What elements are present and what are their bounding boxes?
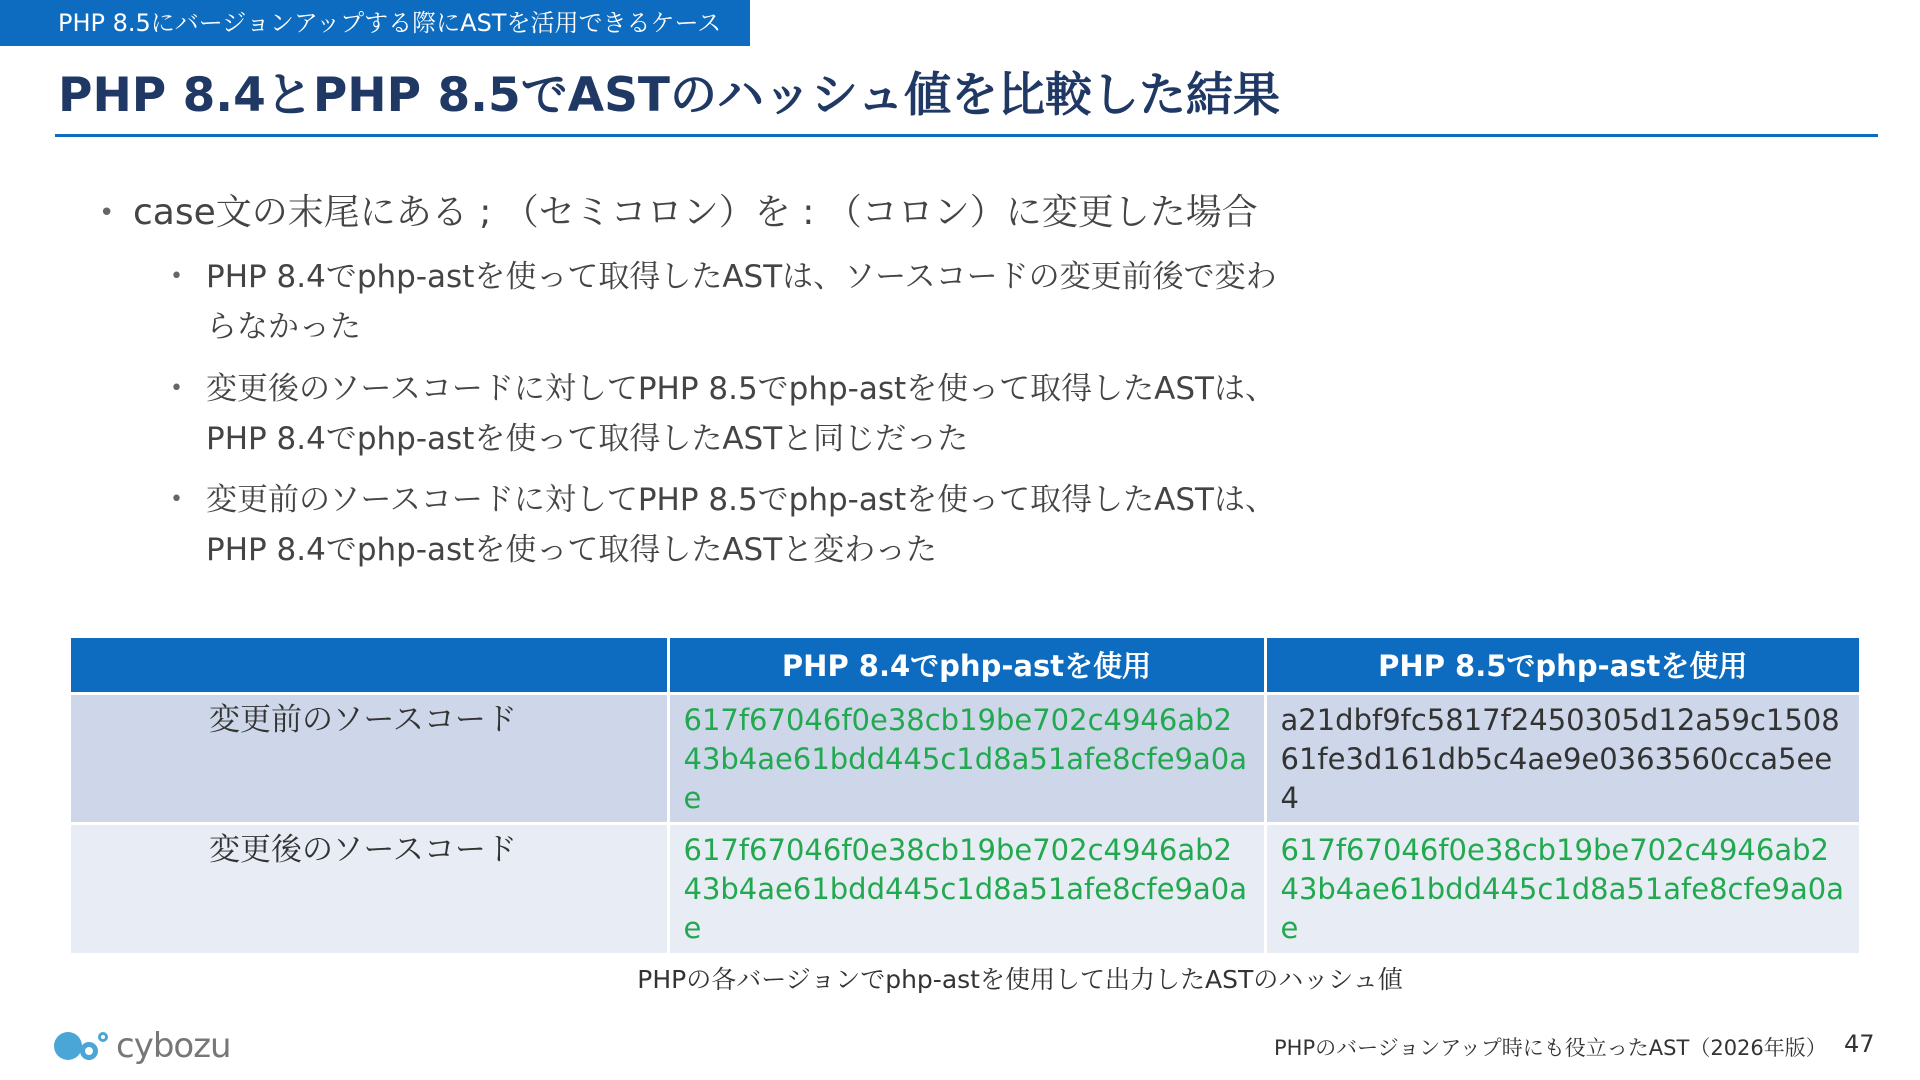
table-header-cell: PHP 8.5でphp-astを使用 bbox=[1265, 638, 1859, 693]
main-bullet-text: case文の末尾にある ; （セミコロン）を : （コロン）に変更した場合 bbox=[133, 192, 1258, 233]
sub-bullet-line: PHP 8.4でphp-astを使って取得したASTと同じだった bbox=[206, 421, 969, 457]
table-row bbox=[71, 823, 1859, 953]
table-header-row bbox=[71, 638, 1859, 693]
cybozu-logo bbox=[54, 1026, 231, 1066]
hash-cell: a21dbf9fc5817f2450305d12a59c150861fe3d161db5c4ae9e0363560cca5ee4 bbox=[1265, 693, 1859, 823]
row-label: 変更後のソースコード bbox=[71, 823, 668, 953]
sub-bullet bbox=[170, 475, 1350, 575]
sub-bullet bbox=[170, 364, 1350, 464]
table-header-cell bbox=[71, 638, 668, 693]
page-number: 47 bbox=[1844, 1030, 1875, 1058]
hash-cell: 617f67046f0e38cb19be702c4946ab243b4ae61bdd445c1d8a51afe8cfe9a0ae bbox=[1265, 823, 1859, 953]
sub-bullet-line: PHP 8.4でphp-astを使って取得したASTと変わった bbox=[206, 532, 937, 568]
sub-bullet-line: 変更前のソースコードに対してPHP 8.5でphp-astを使って取得したASTは、 bbox=[206, 482, 1276, 518]
bullet-marker: • bbox=[170, 264, 183, 289]
bullet-marker: • bbox=[99, 198, 115, 228]
sub-bullet-line: PHP 8.4でphp-astを使って取得したASTは、ソースコードの変更前後で変わ bbox=[206, 259, 1277, 295]
table-header-cell: PHP 8.4でphp-astを使用 bbox=[668, 638, 1265, 693]
sub-bullet-line: 変更後のソースコードに対してPHP 8.5でphp-astを使って取得したASTは、 bbox=[206, 371, 1276, 407]
row-label: 変更前のソースコード bbox=[71, 693, 668, 823]
logo-text: cybozu bbox=[116, 1026, 231, 1066]
table-row bbox=[71, 693, 1859, 823]
logo-mark-icon bbox=[54, 1028, 112, 1064]
bullet-marker: • bbox=[170, 376, 183, 401]
sub-bullet bbox=[170, 252, 1350, 352]
hash-cell: 617f67046f0e38cb19be702c4946ab243b4ae61bdd445c1d8a51afe8cfe9a0ae bbox=[668, 823, 1265, 953]
footer-title: PHPのバージョンアップ時にも役立ったAST（2026年版） bbox=[1274, 1036, 1827, 1060]
main-bullet bbox=[99, 188, 1258, 238]
title-divider bbox=[55, 134, 1878, 137]
hash-cell: 617f67046f0e38cb19be702c4946ab243b4ae61bdd445c1d8a51afe8cfe9a0ae bbox=[668, 693, 1265, 823]
hash-comparison-table bbox=[71, 638, 1859, 953]
section-tag: PHP 8.5にバージョンアップする際にASTを活用できるケース bbox=[0, 0, 750, 46]
table-caption: PHPの各バージョンでphp-astを使用して出力したASTのハッシュ値 bbox=[637, 965, 1403, 994]
sub-bullet-line: らなかった bbox=[206, 309, 361, 345]
bullet-marker: • bbox=[170, 487, 183, 512]
slide-title: PHP 8.4とPHP 8.5でASTのハッシュ値を比較した結果 bbox=[58, 68, 1281, 123]
